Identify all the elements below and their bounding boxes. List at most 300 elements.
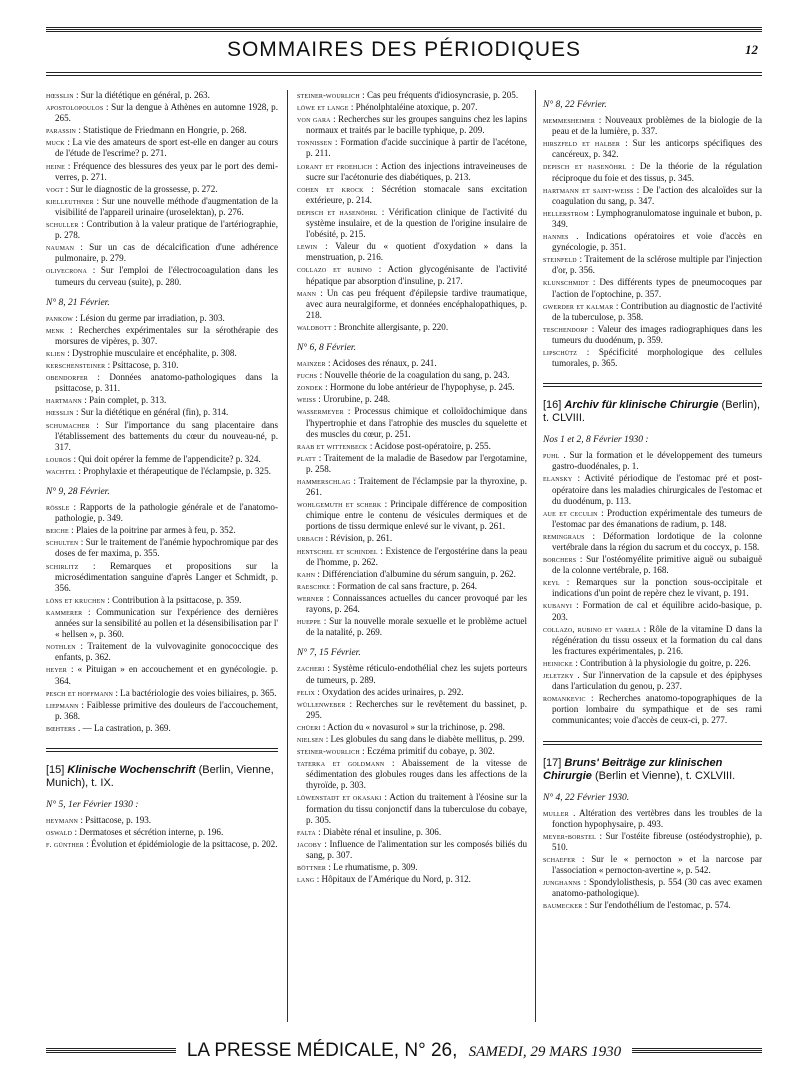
- article-author: schulten: [46, 538, 79, 548]
- article-author: schuller: [46, 220, 79, 230]
- article-title: : Phénolphtaléine atoxique, p. 207.: [350, 102, 478, 113]
- article-author: falta: [297, 827, 316, 837]
- article-title: : Faiblesse primitive des douleurs de l'accouchement, p. 368.: [55, 699, 278, 721]
- article-title: . Indications opératoires et voie d'accès en gynécologie, p. 351.: [552, 231, 762, 253]
- article-author: tonnissen: [297, 138, 333, 148]
- article-author: hartmann et saint-weiss: [543, 185, 634, 195]
- article-entry: [46, 688, 278, 699]
- article-title: : Spondylolisthesis, p. 554 (30 cas avec examen anatomo-pathologique).: [552, 877, 762, 899]
- article-entry: [543, 900, 762, 911]
- article-entry: [297, 758, 527, 791]
- article-entry: [543, 670, 762, 692]
- article-author: depisch et hasenöhrl: [297, 207, 378, 217]
- article-entry: [543, 808, 762, 830]
- article-author: pankow: [46, 313, 73, 323]
- article-entry: [46, 525, 278, 536]
- page-title: SOMMAIRES DES PÉRIODIQUES: [226, 38, 582, 61]
- article-title: : Contribution à la psittacose, p. 359.: [107, 594, 242, 605]
- article-entry: [46, 196, 278, 218]
- article-entry: [46, 815, 278, 826]
- article-author: kerschensteiner: [46, 361, 106, 371]
- journal-place: (Berlin, Vienne, Munich), t. IX.: [46, 763, 274, 789]
- article-entry: [46, 827, 278, 838]
- article-author: hœsslin: [46, 408, 74, 418]
- column-right: [543, 90, 762, 1025]
- article-entry: [46, 242, 278, 264]
- article-entry: [543, 450, 762, 472]
- footer-journal: LA PRESSE MÉDICALE, N° 26,: [186, 1040, 458, 1061]
- column-divider-1: [287, 90, 288, 1022]
- article-author: wachtel: [46, 466, 77, 476]
- article-entry: [46, 407, 278, 418]
- issue-heading: N° 9, 28 Février.: [46, 487, 110, 497]
- article-title: : « Pituigan » en accouchement et en gynécologie. p. 364.: [55, 664, 278, 686]
- article-author: schaefer: [543, 854, 576, 864]
- article-entry: [46, 641, 278, 663]
- article-title: : Fréquence des blessures des yeux par le port des demi-verres, p. 271.: [55, 160, 278, 182]
- article-entry: [297, 862, 527, 873]
- article-title: : Action des injections intraveineuses de sucre sur l'acétonurie des diabétiques, p. 213.: [306, 160, 527, 182]
- article-entry: [46, 595, 278, 606]
- article-title: : Influence de l'alimentation sur les composés biliés du sang, p. 307.: [306, 838, 527, 860]
- article-author: klunschmidt: [543, 278, 589, 288]
- article-title: : Psittacose, p. 193.: [80, 815, 152, 826]
- article-title: : Valeur du « quotient d'oxydation » dans la menstruation, p. 216.: [306, 241, 527, 263]
- issue-heading: N° 6, 8 Février.: [297, 342, 356, 353]
- article-title: : Recherches sur les groupes sanguins chez les lapins normaux et traités par le bacille typhique, p. 209.: [306, 114, 527, 136]
- article-author: teschendorf: [543, 324, 589, 334]
- article-title: : Révision, p. 261.: [325, 533, 393, 544]
- article-author: chüeri: [297, 722, 321, 732]
- top-border: [46, 26, 762, 32]
- article-entry: [297, 207, 527, 240]
- issue-heading: N° 4, 22 Février 1930.: [543, 792, 630, 803]
- article-entry: [46, 502, 278, 524]
- article-title: : Sécrétion stomacale sans excitation extérieure, p. 214.: [306, 183, 527, 205]
- article-title: : Diabète rénal et insuline, p. 306.: [318, 826, 442, 837]
- header-rule-2: [46, 75, 762, 76]
- article-entry: [297, 476, 527, 498]
- article-entry: [543, 161, 762, 183]
- article-title: : Action du traitement à l'éosine sur la formation du tissu conjonctif dans la tuberculose du cobaye, p. 305.: [306, 792, 527, 825]
- journal-name: Klinische Wochenschrift: [67, 763, 196, 776]
- article-author: löns et kruchen: [46, 595, 105, 605]
- article-title: : Dermatoses et sécrétion interne, p. 196.: [74, 827, 224, 838]
- journal-name: Bruns' Beiträge zur klinischen Chirurgie: [543, 756, 723, 782]
- article-title: : Données anatomo-pathologiques dans la psittacose, p. 311.: [55, 372, 278, 394]
- article-entry: [297, 453, 527, 475]
- article-title: : De la théorie de la régulation réciproque du foie et des tissus, p. 345.: [552, 161, 762, 183]
- article-entry: [543, 277, 762, 299]
- article-author: kielleuthner: [46, 196, 94, 206]
- article-entry: [297, 137, 527, 159]
- article-entry: [46, 839, 278, 850]
- article-author: klien: [46, 348, 65, 358]
- article-title: : Hormone du lobe antérieur de l'hypophyse, p. 245.: [325, 382, 515, 393]
- article-author: mann: [297, 288, 317, 298]
- article-entry: [543, 577, 762, 599]
- article-author: lipschütz: [543, 347, 578, 357]
- issue-heading: N° 5, 1er Février 1930 :: [46, 799, 139, 810]
- article-author: kahn: [297, 569, 316, 579]
- article-entry: [297, 593, 527, 615]
- article-entry: [46, 372, 278, 394]
- column-divider-2: [535, 90, 536, 1022]
- article-author: felix: [297, 687, 315, 697]
- article-entry: [543, 115, 762, 137]
- article-author: schirlitz: [46, 561, 79, 571]
- article-author: wohlgemuth et scherk: [297, 500, 382, 510]
- article-entry: [297, 114, 527, 136]
- article-entry: [297, 533, 527, 544]
- article-title: : Activité périodique de l'estomac pré et post-opératoire dans les maladies chirurgicales de l'estomac et du duodénum, p. 113.: [552, 473, 762, 506]
- article-entry: [46, 102, 278, 124]
- article-title: : Remarques et propositions sur la microsédimentation sanguine d'après Langer et Schmidt, p. 356.: [55, 560, 278, 593]
- journal-number: [16]: [543, 399, 562, 412]
- article-entry: [46, 700, 278, 722]
- article-author: heyer: [46, 665, 67, 675]
- article-author: steiner-wourlich: [297, 91, 360, 100]
- article-author: schumacher: [46, 420, 90, 430]
- article-author: jacoby: [297, 839, 322, 849]
- article-entry: [46, 125, 278, 136]
- article-title: : Psittacose, p. 310.: [107, 360, 179, 371]
- article-entry: [543, 208, 762, 230]
- article-entry: [297, 581, 527, 592]
- article-author: obendorfer: [46, 373, 89, 383]
- article-entry: [543, 508, 762, 530]
- article-entry: [543, 624, 762, 657]
- issue-heading: N° 8, 21 Février.: [46, 297, 110, 308]
- article-title: : Rôle de la vitamine D dans la régénération du tissu osseux et la formation du cal dans les fractures expérimentales, p. 216.: [552, 623, 762, 656]
- article-author: aue et ceculin: [543, 508, 598, 518]
- article-entry: [46, 664, 278, 686]
- article-entry: [543, 347, 762, 369]
- article-entry: [543, 693, 762, 726]
- article-title: : Acidose post-opératoire, p. 255.: [369, 440, 491, 451]
- article-author: jeletzky: [543, 671, 574, 681]
- article-title: : Sur la nouvelle morale sexuelle et le problème actuel de la natalité, p. 269.: [306, 616, 527, 638]
- article-author: weiss: [297, 395, 316, 405]
- article-entry: [297, 663, 527, 685]
- article-author: raeschke: [297, 581, 331, 591]
- article-author: raab et wittenbeck: [297, 441, 368, 451]
- article-title: : Lésion du germe par irradiation, p. 303.: [75, 312, 225, 323]
- article-entry: [297, 102, 527, 113]
- article-author: louros: [46, 454, 72, 464]
- article-author: olivecrona: [46, 266, 87, 276]
- article-author: keyl: [543, 578, 560, 588]
- article-entry: [297, 90, 527, 101]
- column-left: [46, 90, 278, 1025]
- article-title: : Plaies de la poitrine par armes à feu, p. 352.: [71, 525, 236, 536]
- article-entry: [543, 254, 762, 276]
- article-entry: [46, 219, 278, 241]
- article-title: : Connaissances actuelles du cancer provoqué par les rayons, p. 264.: [306, 592, 527, 615]
- article-entry: [543, 185, 762, 207]
- article-author: meyer-borstel: [543, 831, 596, 841]
- article-author: heymann: [46, 816, 79, 826]
- article-author: taterka et goldmann: [297, 759, 385, 769]
- article-author: kammerer: [46, 607, 83, 617]
- article-author: bœhters: [46, 723, 76, 733]
- article-title: : Traitement de la sclérose multiple par l'injection d'or, p. 356.: [552, 254, 762, 276]
- article-entry: [543, 138, 762, 160]
- article-entry: [297, 264, 527, 286]
- issue-heading: N° 7, 15 Février.: [297, 648, 361, 659]
- article-author: liepmann: [46, 700, 79, 710]
- article-author: oswald: [46, 828, 73, 838]
- article-title: : Sur le diagnostic de la grossesse, p. 272.: [65, 183, 218, 194]
- article-entry: [297, 722, 527, 733]
- article-title: : Dystrophie musculaire et encéphalite, p. 308.: [67, 347, 237, 358]
- article-author: beiche: [46, 526, 69, 536]
- article-title: : Hôpitaux de l'Amérique du Nord, p. 312.: [316, 874, 471, 885]
- article-entry: [297, 734, 527, 745]
- article-title: : Sur l'importance du sang placentaire dans l'établissement des battements du cœur du nouveau-né, p. 317.: [55, 419, 278, 452]
- article-author: heinicke: [543, 658, 573, 668]
- article-author: elansky: [543, 474, 573, 484]
- article-entry: [297, 616, 527, 638]
- article-title: : Action du « novasurol » sur la trichinose, p. 298.: [322, 721, 505, 732]
- article-entry: [46, 265, 278, 287]
- article-title: : Déformation lordotique de la colonne vertébrale dans la région du sacrum et du coccyx, p. 158.: [552, 530, 762, 552]
- article-title: : Spécificité morphologique des cellules tumorales, p. 365.: [552, 346, 762, 369]
- article-title: : Système réticulo-endothélial chez les sujets porteurs de tumeurs, p. 289.: [306, 663, 527, 685]
- article-author: pesch et hoffmann: [46, 688, 114, 698]
- article-author: kubanyi: [543, 601, 573, 611]
- journal-number: [15]: [46, 763, 65, 776]
- journal-place: (Berlin et Vienne), t. CXLVIII.: [594, 769, 736, 782]
- article-entry: [297, 370, 527, 381]
- article-entry: [297, 874, 527, 885]
- article-entry: [297, 687, 527, 698]
- article-author: parassin: [46, 126, 77, 136]
- page-number: 12: [745, 42, 758, 57]
- article-entry: [297, 288, 527, 321]
- article-author: löwe et lange: [297, 103, 349, 113]
- article-entry: [297, 382, 527, 393]
- article-title: : Traitement de l'éclampsie par la thyroxine, p. 261.: [306, 476, 527, 498]
- article-entry: [297, 441, 527, 452]
- article-entry: [297, 699, 527, 721]
- column-middle: [297, 90, 527, 1025]
- article-title: : Contribution à la valeur pratique de l'artériographie, p. 278.: [55, 219, 278, 241]
- article-entry: [46, 420, 278, 453]
- article-author: platt: [297, 453, 316, 463]
- article-title: : Principale différence de composition chimique entre le contenu de vésicules dermiques et de portions de tissu dermique enlevé sur le vivant, p. 261.: [306, 499, 527, 532]
- article-entry: [46, 466, 278, 477]
- article-title: : La bactériologie des voies biliaires, p. 365.: [115, 687, 277, 698]
- article-author: depisch et hasenöhrl: [543, 162, 627, 172]
- article-entry: [297, 569, 527, 580]
- article-entry: [297, 792, 527, 825]
- article-entry: [297, 394, 527, 405]
- article-author: steinfeld: [543, 255, 577, 265]
- article-entry: [46, 607, 278, 640]
- article-author: baumecker: [543, 901, 583, 911]
- article-author: nauman: [46, 243, 75, 253]
- article-author: urbach: [297, 534, 324, 544]
- article-author: wüllenweber: [297, 699, 346, 709]
- article-title: : Vérification clinique de l'activité du système insulaire, et de la question de l'origine insulaire de l'obésité, p. 215.: [306, 206, 527, 240]
- article-title: : Sur les anticorps spécifiques des cancéreux, p. 342.: [552, 138, 762, 160]
- article-title: . Sur l'innervation de la capsule et des épiphyses dans l'articulation du genou, p. 237.: [552, 670, 762, 692]
- section-separator: [46, 748, 278, 752]
- article-author: remingraus: [543, 531, 585, 541]
- article-title: : Sur l'endothélium de l'estomac, p. 574.: [584, 900, 731, 911]
- article-author: hentschel et schindel: [297, 546, 378, 556]
- article-entry: [297, 546, 527, 568]
- article-author: nothlen: [46, 642, 76, 652]
- footer-hatch-right: [632, 1048, 762, 1053]
- article-author: heine: [46, 161, 65, 171]
- article-entry: [46, 348, 278, 359]
- section-separator: [543, 741, 762, 745]
- section-separator: [543, 383, 762, 387]
- article-author: apostolopoulos: [46, 103, 104, 113]
- article-author: borchers: [543, 555, 577, 565]
- article-author: muller: [543, 808, 569, 818]
- article-author: hannes: [543, 232, 569, 242]
- issue-heading: N° 8, 22 Février.: [543, 100, 607, 110]
- article-author: zondek: [297, 383, 323, 393]
- article-author: romankevic: [543, 694, 586, 704]
- article-author: mainzer: [297, 359, 326, 369]
- article-title: : Cas peu fréquents d'idiosyncrasie, p. 205.: [362, 90, 519, 100]
- article-entry: [543, 324, 762, 346]
- article-author: hellerstrom: [543, 208, 589, 218]
- article-title: : Recherches sur le revêtement du bassinet, p. 295.: [306, 698, 527, 720]
- article-title: : Sur l'emploi de l'électrocoagulation dans les tumeurs du cerveau (suite), p. 280.: [55, 265, 278, 287]
- article-entry: [543, 231, 762, 253]
- article-author: rössle: [46, 503, 70, 513]
- article-title: : Valeur des images radiographiques dans les tumeurs du duodénum, p. 359.: [552, 323, 762, 345]
- article-entry: [297, 161, 527, 183]
- article-entry: [46, 184, 278, 195]
- article-title: : Bronchite allergisante, p. 220.: [333, 321, 449, 332]
- article-entry: [46, 161, 278, 183]
- article-author: lang: [297, 875, 315, 885]
- article-author: nielsen: [297, 734, 324, 744]
- article-author: collazo et rubino: [297, 265, 372, 275]
- page-header: [46, 38, 762, 64]
- journal-heading: [543, 399, 762, 425]
- article-title: : Formation de cal et équilibre acido-basique, p. 203.: [552, 600, 762, 622]
- article-author: werner: [297, 593, 324, 603]
- article-title: : Sur la diététique en général, p. 263.: [76, 90, 210, 100]
- article-author: hueppe: [297, 617, 321, 627]
- article-entry: [46, 454, 278, 465]
- article-title: : Sur la dengue à Athènes en automne 1928, p. 265.: [55, 102, 278, 124]
- article-title: : Les globules du sang dans le diabète mellitus, p. 299.: [325, 733, 525, 744]
- article-title: : Traitement de la vulvovaginite gonococcique des enfants, p. 362.: [55, 641, 278, 663]
- article-title: : Nouvelle théorie de la coagulation du sang, p. 243.: [319, 370, 510, 381]
- article-author: puhl: [543, 451, 560, 461]
- article-entry: [46, 313, 278, 324]
- article-title: : Évolution et épidémiologie de la psittacose, p. 202.: [86, 839, 278, 850]
- article-entry: [46, 561, 278, 594]
- article-entry: [543, 600, 762, 622]
- article-title: : Sur une nouvelle méthode d'augmentation de la visibilité de l'appareil urinaire (uroselektan), p. 276.: [55, 195, 278, 217]
- article-author: hartmann: [46, 396, 82, 406]
- article-author: junghanns: [543, 878, 581, 888]
- article-author: memmesheimer: [543, 116, 596, 126]
- journal-name: Archiv für klinische Chirurgie: [564, 399, 719, 412]
- article-author: steiner-wourlich: [297, 747, 360, 757]
- article-author: löwenstadt et okasaki: [297, 793, 382, 803]
- article-author: wassermeyer: [297, 407, 344, 417]
- article-entry: [543, 301, 762, 323]
- article-author: fuchs: [297, 371, 318, 381]
- article-author: zacheri: [297, 664, 325, 674]
- article-title: : Des différents types de pneumocoques par l'action de l'optochine, p. 357.: [552, 277, 762, 299]
- article-entry: [46, 723, 278, 734]
- article-entry: [543, 831, 762, 853]
- article-title: : Rapports de la pathologie générale et de l'anatomo-pathologie, p. 349.: [55, 502, 278, 524]
- article-title: : Oxydation des acides urinaires, p. 292.: [317, 686, 464, 697]
- article-entry: [297, 827, 527, 838]
- article-title: . — La castration, p. 369.: [78, 722, 171, 733]
- article-author: vogt: [46, 184, 64, 194]
- article-author: böttner: [297, 863, 327, 872]
- article-author: muck: [46, 138, 65, 148]
- article-title: : Sur le « pernocton » et la narcose par l'association « pernocton-avertine », p. 542.: [552, 853, 762, 876]
- article-title: : Recherches anatomo-topographiques de la portion lombaire du sympathique et de ses rami communicantes; voie d'accès de ceux-ci, p. 277.: [552, 693, 762, 726]
- article-entry: [297, 241, 527, 263]
- article-title: : Contribution à la physiologie du goitre, p. 226.: [575, 657, 751, 668]
- article-title: . Sur la formation et le développement des tumeurs gastro-duodénales, p. 1.: [552, 450, 762, 472]
- article-title: : Urorubine, p. 248.: [318, 394, 391, 405]
- footer-date: SAMEDI, 29 MARS 1930: [468, 1044, 622, 1060]
- article-entry: [543, 877, 762, 899]
- article-title: : Contribution au diagnostic de l'activité de la tuberculose, p. 358.: [552, 300, 762, 322]
- article-title: : Pain complet, p. 313.: [84, 395, 167, 406]
- article-title: : Un cas peu fréquent d'épilepsie tardive traumatique, avec aura neuralgiforme, et données encéphalopathiques, p. 218.: [306, 287, 527, 320]
- article-title: : Le rhumatisme, p. 309.: [328, 862, 418, 872]
- article-entry: [543, 658, 762, 669]
- page-footer: [46, 1040, 762, 1062]
- article-title: : Acidoses des rénaux, p. 241.: [328, 358, 437, 369]
- article-entry: [543, 531, 762, 553]
- article-author: f. günther: [46, 840, 85, 850]
- journal-number: [17]: [543, 756, 562, 769]
- article-entry: [297, 499, 527, 532]
- article-title: : Sur l'ostéomyélite primitive aiguë ou subaiguë de la colonne vertébrale, p. 168.: [552, 554, 762, 576]
- article-title: : Formation de cal sans fracture, p. 264.: [332, 580, 478, 591]
- article-title: : Action glycogénisante de l'activité hépatique par absorption d'insuline, p. 217.: [306, 264, 527, 286]
- article-entry: [297, 406, 527, 439]
- article-author: lorant et froehlich: [297, 161, 373, 171]
- article-title: : Processus chimique et colloïdochimique dans l'hypertrophie et dans l'atrophie des muscles du squelette et des muscles du cœur, p. 251.: [306, 406, 527, 439]
- article-title: : Sur l'ostéite fibreuse (ostéodystrophie), p. 510.: [552, 830, 762, 852]
- article-entry: [543, 554, 762, 576]
- article-author: cohen et krock: [297, 184, 364, 194]
- article-title: : Abaissement de la vitesse de sédimentation des globules rouges dans les affections de la thyroïde, p. 303.: [306, 758, 527, 791]
- article-author: menk: [46, 325, 65, 335]
- article-title: : Traitement de la maladie de Basedow par l'ergotamine, p. 258.: [306, 452, 527, 474]
- article-entry: [46, 325, 278, 347]
- article-author: waldbott: [297, 322, 332, 332]
- article-author: hœsslin: [46, 91, 74, 100]
- article-title: : De l'action des alcaloïdes sur la coagulation du sang, p. 347.: [552, 184, 762, 206]
- article-author: von gara: [297, 115, 331, 125]
- article-title: : Nouveaux problèmes de la biologie de la peau et de la lumière, p. 337.: [552, 115, 762, 137]
- journal-place: (Berlin), t. CLVIII.: [543, 399, 761, 425]
- article-entry: [46, 360, 278, 371]
- article-title: : Statistique de Friedmann en Hongrie, p. 268.: [78, 125, 247, 136]
- article-title: : Formation d'acide succinique à partir de l'acétone, p. 211.: [306, 137, 527, 159]
